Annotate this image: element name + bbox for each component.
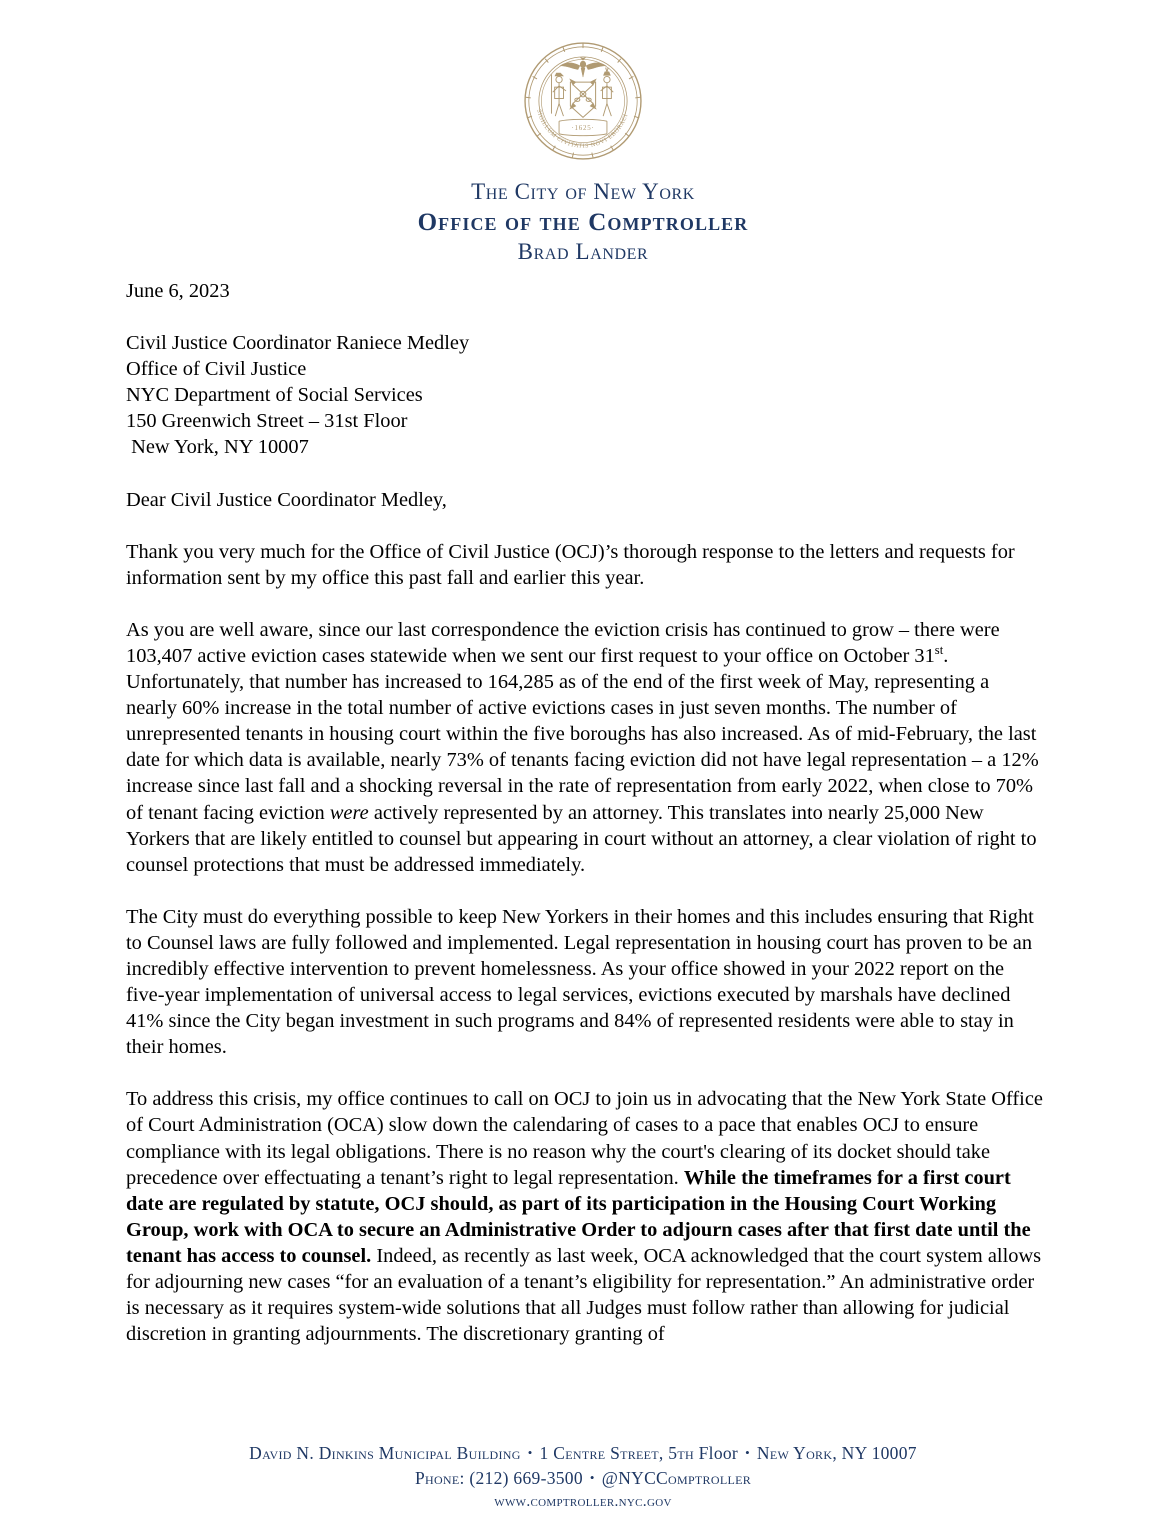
address-line-3: NYC Department of Social Services — [126, 384, 423, 407]
page-footer — [0, 1441, 1166, 1513]
footer-address-line — [0, 1441, 1166, 1466]
paragraph-4-part-b: Indeed, as recently as last week, OCA acknowledged that the court system allows for adjourning new cases “for an evaluation of a tenant’s eligibility for representation.” An administrative order is necessary as it requires system-wide solutions that all Judges must follow rather than allowing for judicial discretion in granting adjournments. The discretionary granting of — [126, 1244, 1042, 1346]
letter-body — [126, 278, 1045, 1347]
footer-website[interactable]: www.comptroller.nyc.gov — [494, 1493, 672, 1510]
paragraph-4 — [126, 1086, 1045, 1347]
nyc-seal-icon — [520, 38, 646, 164]
footer-separator-2: • — [745, 1445, 750, 1461]
salutation: Dear Civil Justice Coordinator Medley, — [126, 488, 447, 511]
recipient-address-block — [126, 330, 1045, 460]
address-line-2: Office of Civil Justice — [126, 358, 307, 381]
letterhead-line-city: The City of New York — [471, 179, 695, 204]
letterhead-titles — [0, 178, 1166, 267]
paragraph-2-part-c: actively represented by an attorney. This translates into nearly 25,000 New Yorkers that are likely entitled to counsel but appearing in court without an attorney, a clear violation of right to counsel protections that must be addressed immediately. — [126, 801, 1037, 876]
spacer — [126, 304, 1045, 330]
spacer — [126, 513, 1045, 539]
spacer — [126, 1060, 1045, 1086]
paragraph-1: Thank you very much for the Office of Civil Justice (OCJ)’s thorough response to the letters and requests for information sent by my office this past fall and earlier this year. — [126, 540, 1015, 589]
footer-separator-3: • — [589, 1470, 595, 1486]
address-line-1: Civil Justice Coordinator Raniece Medley — [126, 332, 470, 355]
spacer — [126, 878, 1045, 904]
ordinal-suffix: st — [934, 643, 944, 658]
spacer — [126, 461, 1045, 487]
paragraph-2 — [126, 617, 1045, 878]
footer-separator-1: • — [527, 1445, 533, 1461]
footer-city: New York, NY 10007 — [756, 1443, 917, 1464]
address-line-5: New York, NY 10007 — [126, 436, 309, 459]
footer-phone: Phone: (212) 669-3500 — [414, 1468, 583, 1489]
paragraph-2-italic-were: were — [329, 801, 369, 824]
paragraph-2-part-b: . Unfortunately, that number has increased to 164,285 as of the end of the first week of May, representing a nearly 60% increase in the total number of active evictions cases in just seven months. The number of unrepresented tenants in housing court within the five boroughs has also increased. As of mid-February, the last date for which data is available, nearly 73% of tenants facing eviction did not have legal representation – a 12% increase since last fall and a shocking reversal in the rate of representation from early 2022, when close to 70% of tenant facing eviction — [126, 644, 1039, 824]
spacer — [126, 591, 1045, 617]
svg-text:·1625·: ·1625· — [571, 124, 595, 132]
letter-date: June 6, 2023 — [126, 280, 230, 302]
letterhead-line-office: Office of the Comptroller — [417, 208, 749, 236]
footer-building: David N. Dinkins Municipal Building — [249, 1443, 521, 1464]
footer-social-handle[interactable]: @NYCComptroller — [601, 1468, 752, 1489]
footer-floor: Floor — [698, 1443, 739, 1464]
letterhead-line-name: Brad Lander — [517, 239, 649, 265]
footer-street: 1 Centre Street, 5th — [539, 1443, 694, 1464]
paragraph-4-bold-demand: While the timeframes for a first court date are regulated by statute, OCJ should, as part of its participation in the Housing Court Working Group, work with OCA to secure an Administrative Order to adjourn cases after that first date until the tenant has access to counsel. — [126, 1166, 1031, 1267]
address-line-4: 150 Greenwich Street – 31st Floor — [126, 410, 408, 433]
footer-contact-line — [0, 1466, 1166, 1491]
paragraph-2-part-a: As you are well aware, since our last correspondence the eviction crisis has continued to grow – there were 103,407 active eviction cases statewide when we sent our first request to your office on October 31 — [126, 618, 1000, 667]
paragraph-4-part-a: To address this crisis, my office continues to call on OCJ to join us in advocating that the New York State Office of Court Administration (OCA) slow down the calendaring of cases to a pace that enables OCJ to ensure compliance with its legal obligations. There is no reason why the court's clearing of its docket should take precedence over effectuating a tenant’s right to legal representation. — [126, 1088, 1043, 1189]
letterhead — [0, 0, 1166, 267]
paragraph-3: The City must do everything possible to keep New Yorkers in their homes and this includes ensuring that Right to Counsel laws are fully followed and implemented. Legal representation in housing court has proven to be an incredibly effective intervention to prevent homelessness. As your office showed in your 2022 report on the five-year implementation of universal access to legal services, evictions executed by marshals have declined 41% since the City began investment in such programs and 84% of represented residents were able to stay in their homes. — [126, 905, 1034, 1059]
svg-text:SIGILLUM CIVITATIS NOVI EBORAC: SIGILLUM CIVITATIS NOVI EBORACI — [535, 108, 630, 150]
